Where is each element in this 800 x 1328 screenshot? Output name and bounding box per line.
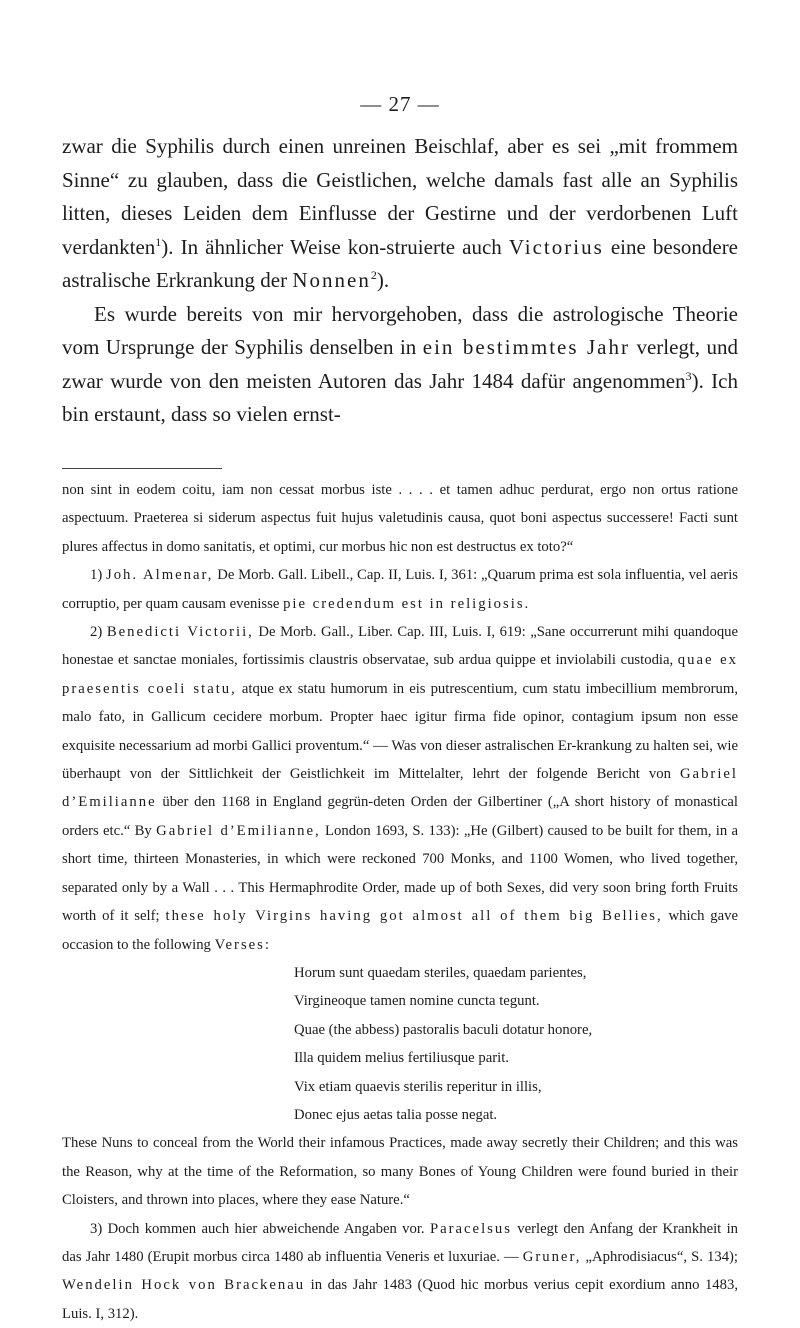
footnote-divider (62, 468, 222, 469)
author-name: Gruner, (522, 1248, 582, 1265)
author-name: Gabriel d’Emilianne, (156, 822, 321, 839)
verse-line: Horum sunt quaedam steriles, quaedam parientes, (294, 964, 587, 981)
emphasis-text: these holy Virgins having got almost all of them big Bellies, (165, 908, 663, 925)
text-run: London 1693, S. 133): „He (Gilbert) caused to be built for them, in a short time, thirteen Monasteries, in which were reckoned 700 Monks, and 1100 Women, who lived together, separated only by a Wall . . . This Hermaphrodite Order, made up of both Sexes, did very soon bring forth Fruits worth of it self; (62, 822, 738, 925)
paragraph-1 (62, 130, 738, 298)
footnote-ref-3: 3 (685, 368, 692, 383)
text-run: über den 1168 in England gegrün-deten Orden der Gilbertiner („A short history of monastical orders etc.“ By (62, 794, 738, 839)
text-run: ). Ich bin erstaunt, dass so vielen ernst- (62, 368, 738, 426)
footnote-ref-2: 2 (370, 268, 377, 282)
verse-line: Illa quidem melius fertiliusque parit. (294, 1050, 509, 1067)
text-run: ). (376, 268, 390, 292)
author-name: Joh. Almenar, (106, 567, 214, 584)
paragraph-2 (62, 298, 738, 432)
emphasis-text: quae ex praesentis coeli statu, (62, 652, 738, 697)
footnote-2-continuation: These Nuns to conceal from the World their infamous Practices, made away secretly their Children; and this was the Reason, why at the time of the Reformation, so many Bones of Young Children were found buried in their Cloisters, and thrown into places, where they ease Nature.“ (62, 1135, 738, 1209)
text-run: De Morb. Gall., Liber. Cap. III, Luis. I, 619: „Sane occurrerunt mihi quandoque honestae et sanctae moniales, fortissimis claustris observatae, sub ardua quippe et inviolabili custodia, (62, 624, 739, 669)
footnotes (62, 476, 738, 1328)
emphasis-year: ein bestimmtes Jahr (422, 335, 631, 359)
footnote-continuation: non sint in eodem coitu, iam non cessat morbus iste . . . . et tamen adhuc perdurat, ergo non ortus ratione aspectuum. Praeterea si siderum aspectus fuit hujus valetudinis causa, quot boni aspectus successere! Facti sunt plures affectus in domo sanitatis, et optimi, cur morbus hic non est destructus ex toto?“ (62, 482, 738, 555)
author-name: Gabriel d’Emilianne (62, 766, 738, 811)
verse-line: Quae (the abbess) pastoralis baculi dotatur honore, (294, 1021, 593, 1038)
footnote-3 (62, 1215, 738, 1328)
footnote-1 (62, 561, 738, 618)
footnote-number: 3) (90, 1220, 103, 1237)
verse-line: Vix etiam quaevis sterilis reperitur in illis, (294, 1078, 542, 1095)
footnote-number: 1) (90, 567, 103, 584)
footnote-number: 2) (90, 624, 103, 641)
text-run: zwar die Syphilis durch einen unreinen Beischlaf, aber es sei „mit frommem Sinne“ zu glauben, dass die Geistlichen, welche damals fast alle an Syphilis litten, dieses Leiden dem Einflusse der Gestirne und der verdorbenen Luft verdankten (62, 134, 738, 259)
footnote-ref-1: 1 (155, 234, 162, 249)
text-run: verlegt, und zwar wurde von den meisten Autoren das Jahr 1484 dafür angenommen (62, 335, 739, 393)
text-run: Doch kommen auch hier abweichende Angaben vor. (107, 1220, 425, 1237)
text-run: eine besondere astralische Erkrankung der (62, 234, 739, 292)
text-run: ). In ähnlicher Weise kon-struierte auch (161, 234, 502, 259)
text-run: atque ex statu humorum in eis putrescentium, cum statu imbecillium membrorum, malo fato, in Gallicum cecidere morbum. Propter haec igitur firma fide opinor, contagium ipsum non esse exquisite necessarium ad morbi Gallici proventum.“ — Was von dieser astralischen Er-krankung zu halten sei, wie überhaupt von der Sittlichkeit der Geistlichkeit im Mittelalter, lehrt der folgende Bericht von (62, 680, 739, 783)
author-name-victorius: Victorius (508, 234, 604, 259)
emphasis-text: pie credendum est in religiosis. (283, 595, 531, 612)
text-run: verlegt den Anfang der Krankheit in das Jahr 1480 (Erupit morbus circa 1480 ab influentia Veneris et luxuriae. — (62, 1220, 739, 1265)
text-run: „Aphrodisiacus“, S. 134); (585, 1248, 739, 1265)
verse-block (294, 959, 738, 1129)
verse-line: Virgineoque tamen nomine cuncta tegunt. (294, 993, 540, 1010)
page-number: — 27 — (360, 92, 440, 116)
main-text (62, 130, 738, 432)
word-verses: Verses: (214, 936, 271, 953)
word-nonnen: Nonnen (292, 268, 371, 292)
author-name: Wendelin Hock von Brackenau (62, 1277, 306, 1294)
text-run: which gave occasion to the following (62, 908, 739, 953)
text-run: De Morb. Gall. Libell., Cap. II, Luis. I, 361: „Quarum prima est sola influentia, vel aeris corruptio, per quam causam evenisse (62, 567, 738, 612)
author-name: Paracelsus (429, 1220, 512, 1237)
author-name: Benedicti Victorii, (106, 624, 254, 641)
text-run: Es wurde bereits von mir hervorgehoben, dass die astrologische Theorie vom Ursprunge der Syphilis denselben in (62, 301, 738, 359)
footnote-2 (62, 618, 738, 959)
verse-line: Donec ejus aetas talia posse negat. (294, 1106, 498, 1123)
text-run: in das Jahr 1483 (Quod hic morbus verius cepit exordium anno 1483, Luis. I, 312). (62, 1277, 738, 1322)
